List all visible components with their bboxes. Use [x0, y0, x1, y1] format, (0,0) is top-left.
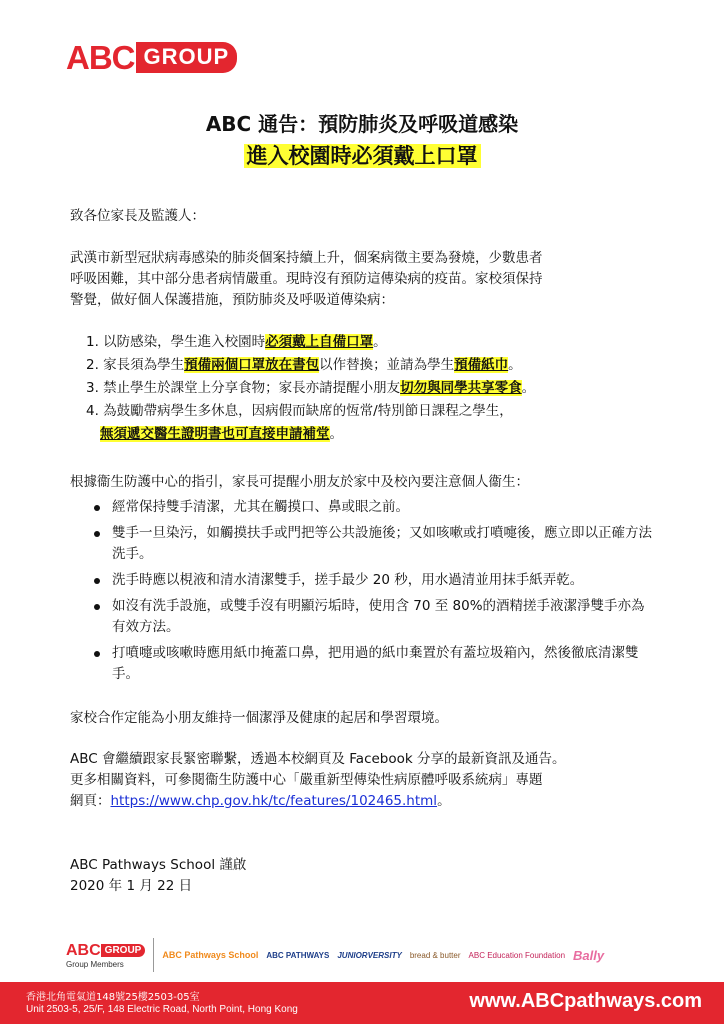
note-text: 。: [329, 426, 343, 442]
group-members-strip: [66, 935, 666, 975]
contact-paragraph: [70, 749, 660, 812]
note-highlight: 無須遞交醫生證明書也可直接申請補堂: [100, 426, 330, 442]
signature: [70, 855, 660, 897]
chp-link[interactable]: https://www.chp.gov.hk/tc/features/102465.html: [110, 793, 438, 809]
logo-group-text: GROUP: [136, 42, 238, 73]
note-text: 1. 以防感染，學生進入校園時: [86, 334, 266, 350]
note-item: [86, 354, 676, 377]
note-highlight: 必須戴上自備口罩: [265, 334, 374, 350]
intro-line: 呼吸困難，其中部分患者病情嚴重。現時沒有預防這傳染病的疫苗。家校須保持: [70, 271, 543, 287]
notice-subtitle: 進入校園時必須戴上口罩: [244, 144, 481, 168]
logo-juniorversity: JUNIORVERSITY: [337, 950, 402, 960]
logo-bally: Bally: [573, 947, 605, 963]
note-text: 3. 禁止學生於課堂上分享食物；家長亦請提醒小朋友: [86, 380, 401, 396]
note-item: [86, 331, 676, 354]
contact-line: [70, 791, 660, 812]
abc-group-logo: [66, 40, 237, 74]
intro-line: 警覺，做好個人保護措施，預防肺炎及呼吸道傳染病：: [70, 292, 394, 308]
note-text: 。: [521, 380, 536, 396]
hygiene-item: 打噴嚏或咳嗽時應用紙巾掩蓋口鼻，把用過的紙巾棄置於有蓋垃圾箱內，然後徹底清潔雙手。: [92, 643, 658, 685]
signature-org: ABC Pathways School 謹啟: [70, 857, 247, 873]
note-item: [86, 377, 676, 400]
divider: [153, 938, 154, 972]
logo-abc-pathways: ABC PATHWAYS: [266, 950, 330, 960]
contact-prefix: 網頁：: [70, 793, 111, 809]
note-item: [86, 400, 676, 446]
contact-suffix: 。: [437, 793, 451, 809]
note-highlight: 預備紙巾: [454, 357, 509, 373]
small-logo-abc: ABC: [66, 941, 101, 959]
note-text: 2. 家長須為學生: [86, 357, 185, 373]
intro-line: 武漢市新型冠狀病毒感染的肺炎個案持續上升，個案病徵主要為發燒，少數患者: [70, 250, 543, 266]
hygiene-list: [92, 497, 658, 690]
notes-list: [86, 331, 676, 446]
note-continuation: [86, 423, 676, 446]
logo-bread-butter: bread & butter: [409, 950, 461, 960]
note-highlight: 切勿與同學共享零食: [400, 380, 522, 396]
intro-paragraph: [70, 248, 660, 311]
notice-title: ABC 通告：預防肺炎及呼吸道感染: [205, 112, 519, 136]
footer-bar: [0, 982, 724, 1024]
note-text: 。: [373, 334, 387, 350]
address-chinese: 香港北角電氣道148號25樓2503-05室: [26, 992, 200, 1003]
logo-abc-pathways-school: ABC Pathways School: [162, 950, 259, 960]
logo-abc-education-foundation: ABC Education Foundation: [468, 950, 566, 960]
hygiene-intro: 根據衞生防護中心的指引，家長可提醒小朋友於家中及校內要注意個人衞生：: [70, 474, 529, 490]
members-label: Group Members: [66, 959, 124, 969]
note-text: 。: [508, 357, 522, 373]
cooperation-line: 家校合作定能為小朋友維持一個潔淨及健康的起居和學習環境。: [70, 710, 448, 726]
small-logo-group: GROUP: [101, 944, 146, 957]
website-url[interactable]: www.ABCpathways.com: [469, 990, 702, 1012]
note-text: 以作替換；並請為學生: [319, 357, 455, 373]
note-text: 4. 為鼓勵帶病學生多休息，因病假而缺席的恆常/特別節日課程之學生，: [86, 403, 513, 419]
notice-subtitle-wrap: [0, 140, 724, 170]
note-highlight: 預備兩個口罩放在書包: [184, 357, 320, 373]
hygiene-item: 雙手一旦染污，如觸摸扶手或門把等公共設施後；又如咳嗽或打噴嚏後，應立即以正確方法洗手。: [92, 523, 658, 565]
logo-abc-text: ABC: [66, 38, 135, 76]
hygiene-item: 如沒有洗手設施，或雙手沒有明顯污垢時，使用含 70 至 80%的酒精搓手液潔淨雙手亦為有效方法。: [92, 596, 658, 638]
contact-line: 更多相關資料，可參閱衞生防護中心「嚴重新型傳染性病原體呼吸系統病」專題: [70, 772, 543, 788]
hygiene-item: 洗手時應以梘液和清水清潔雙手，搓手最少 20 秒，用水過清並用抹手紙弄乾。: [92, 570, 658, 591]
address-english: Unit 2503-5, 25/F, 148 Electric Road, North Point, Hong Kong: [26, 1004, 298, 1015]
abc-group-small-logo: [66, 942, 145, 969]
hygiene-item: 經常保持雙手清潔，尤其在觸摸口、鼻或眼之前。: [92, 497, 658, 518]
salutation: 致各位家長及監護人：: [70, 208, 205, 224]
signature-date: 2020 年 1 月 22 日: [70, 878, 193, 894]
contact-line: ABC 會繼續跟家長緊密聯繫，透過本校網頁及 Facebook 分享的最新資訊及通告。: [70, 751, 566, 767]
